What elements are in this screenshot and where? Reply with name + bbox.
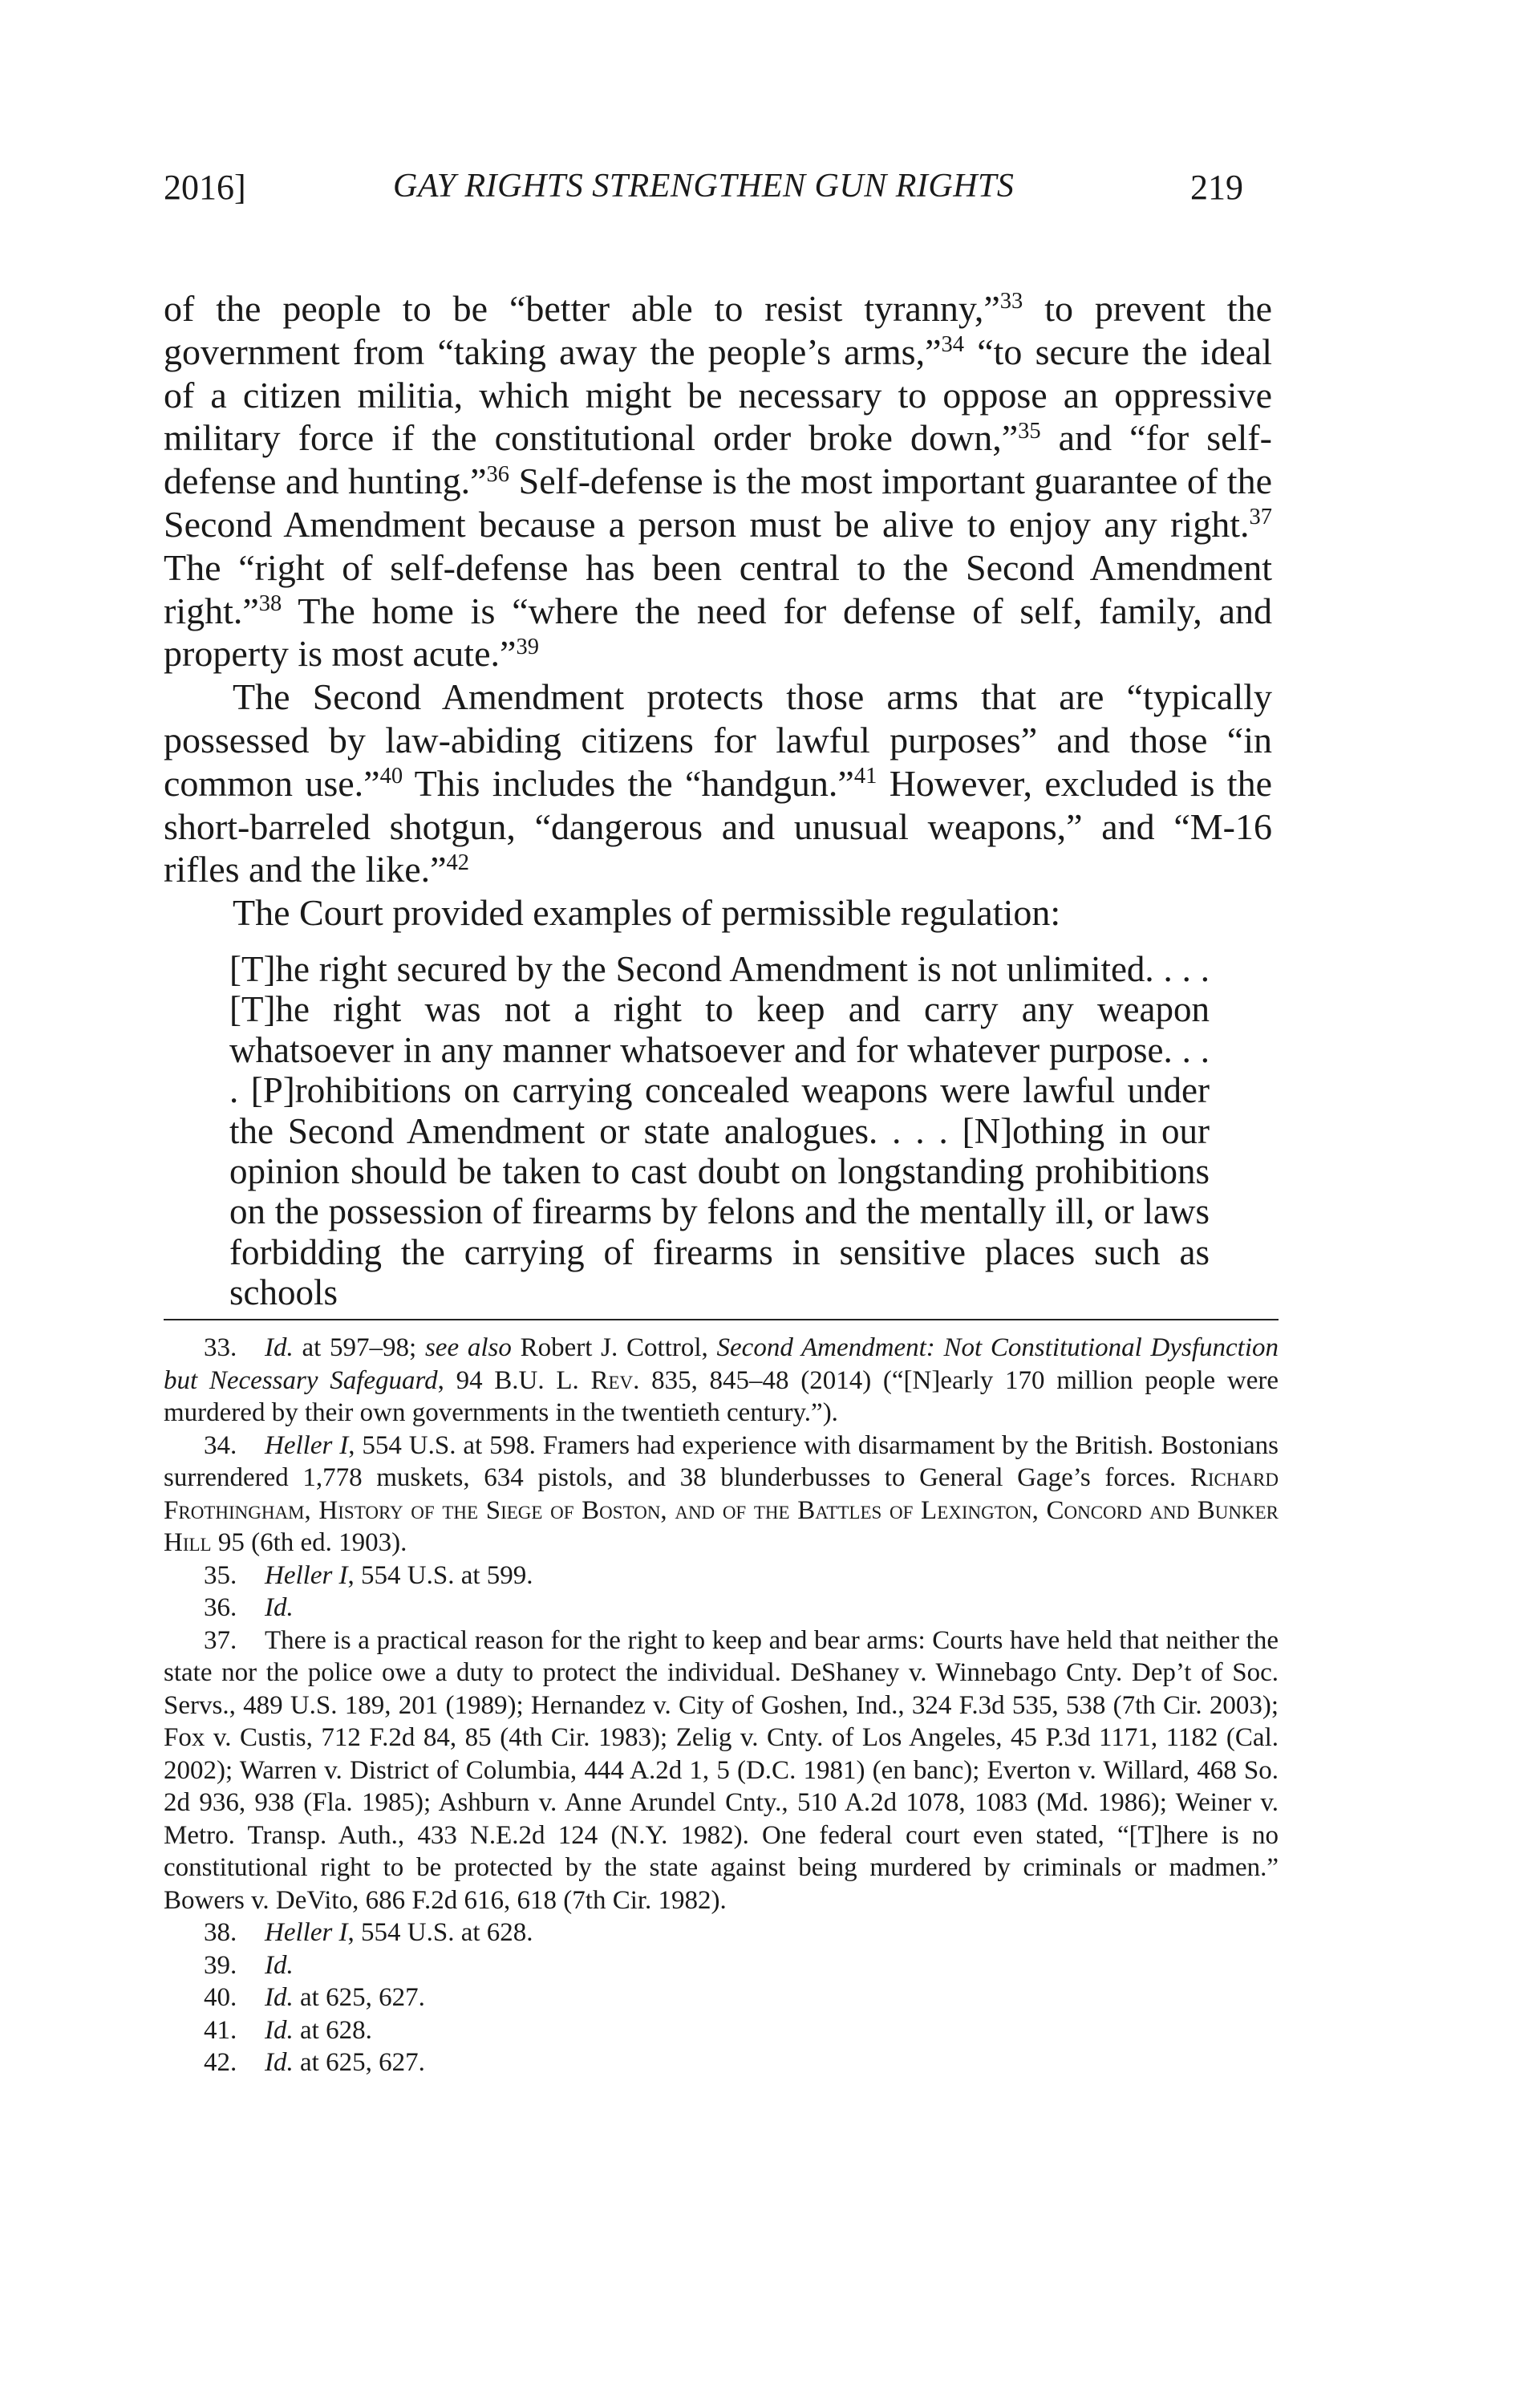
footnote-number: 37.	[204, 1625, 237, 1655]
text-run: 835, 845–48 (2014) (“[N]early 170 million people were murdered by their own governments in the twentieth century.”).	[164, 1365, 1279, 1427]
footnote-ref-34: 34	[941, 332, 965, 358]
text-run: Self-defense is the most important guarantee of the Second Amendment because a person must be alive to enjoy any right.	[164, 460, 1272, 545]
text-run: , 554 U.S. at 628.	[347, 1918, 533, 1947]
text-run: see also	[424, 1333, 512, 1362]
text-run: Rev.	[590, 1365, 640, 1395]
footnote-ref-41: 41	[853, 764, 877, 789]
text-run: The home is “where the need for defense of self, family, and property is most acute.”	[164, 590, 1272, 675]
footnote-37	[164, 1624, 1279, 1917]
footnote-41	[164, 2014, 1279, 2047]
page-number: 219	[1190, 168, 1243, 207]
footnote-number: 38.	[204, 1918, 237, 1947]
text-run: at 625, 627.	[293, 2048, 425, 2077]
running-title: GAY RIGHTS STRENGTHEN GUN RIGHTS	[393, 168, 1015, 205]
text-run: at 628.	[293, 2015, 372, 2045]
footnote-ref-36: 36	[486, 461, 510, 487]
footnote-33	[164, 1332, 1279, 1430]
text-run: , 554 U.S. at 598. Framers had experience with disarmament by the British. Bostonians surrendered 1,778 muskets, 634 pistols, and 38 blunderbusses to General Gage’s forces.	[164, 1430, 1279, 1492]
footnote-number: 39.	[204, 1950, 237, 1980]
footnote-38	[164, 1916, 1279, 1949]
footnote-40	[164, 1981, 1279, 2014]
footnote-divider	[164, 1319, 1279, 1320]
footnote-number: 42.	[204, 2048, 237, 2077]
footnotes	[164, 1332, 1279, 2079]
text-run: Id.	[265, 2015, 294, 2045]
text-run: This includes the “handgun.”	[403, 762, 854, 804]
text-run: The “right of self-defense has been central to the Second Amendment right.”	[164, 546, 1272, 631]
footnote-42	[164, 2046, 1279, 2079]
paragraph-3: The Court provided examples of permissible regulation:	[233, 892, 1061, 934]
footnote-36	[164, 1592, 1279, 1624]
case-name: Heller I	[265, 1560, 348, 1590]
footnote-ref-37: 37	[1249, 505, 1272, 530]
footnote-ref-39: 39	[516, 634, 539, 659]
footnote-39	[164, 1949, 1279, 1982]
text-run: of the people to be “better able to resist tyranny,”	[164, 288, 1000, 329]
footnote-ref-33: 33	[999, 289, 1023, 314]
text-run: at 625, 627.	[293, 1983, 425, 2012]
book-citation: Richard Frothingham, History of the Siege of Boston, and of the Battles of Lexington, Concord and Bunker Hill	[164, 1463, 1279, 1557]
case-name: Heller I	[265, 1430, 349, 1460]
block-quote-text: [T]he right secured by the Second Amendment is not unlimited. . . . [T]he right was not a right to keep and carry any weapon whatsoever in any manner whatsoever and for whatever purpose. . . . [P]rohibitions on carrying concealed weapons were lawful under the Second Amendment or state analogues. . . . [N]othing in our opinion should be taken to cast doubt on longstanding prohibitions on the possession of firearms by felons and the mentally ill, or laws forbidding the carrying of firearms in sensitive places such as schools	[229, 948, 1210, 1313]
footnote-number: 36.	[204, 1593, 237, 1622]
footnote-ref-35: 35	[1018, 418, 1041, 444]
block-quote	[229, 949, 1210, 1313]
footnote-number: 34.	[204, 1430, 237, 1460]
text-run: Id.	[265, 1950, 294, 1980]
text-run: Id.	[265, 1333, 294, 1362]
text-run: The Second Amendment protects those arms that are “typically possessed by law-abiding citizens for lawful purposes” and those “in common use.”	[164, 676, 1272, 804]
text-run: However, excluded is the short-barreled shotgun, “dangerous and unusual weapons,” and “M-16 rifles and the like.”	[164, 762, 1272, 890]
text-run: to prevent the government from “taking away the people’s arms,”	[164, 288, 1272, 372]
running-header	[0, 167, 1540, 215]
footnote-34	[164, 1430, 1279, 1560]
header-year: 2016]	[164, 168, 246, 207]
main-text	[164, 287, 1272, 1313]
text-run: 95 (6th ed. 1903).	[211, 1528, 407, 1557]
footnote-ref-42: 42	[446, 850, 470, 875]
text-run: There is a practical reason for the right to keep and bear arms: Courts have held that neither the state nor the police owe a duty to protect the individual. DeShaney v. Winnebago Cnty. Dep’t of Soc. Servs., 489 U.S. 189, 201 (1989); Hernandez v. City of Goshen, Ind., 324 F.3d 535, 538 (7th Cir. 2003); Fox v. Custis, 712 F.2d 84, 85 (4th Cir. 1983); Zelig v. Cnty. of Los Angeles, 45 P.3d 1171, 1182 (Cal. 2002); Warren v. District of Columbia, 444 A.2d 1, 5 (D.C. 1981) (en banc); Everton v. Willard, 468 So. 2d 936, 938 (Fla. 1985); Ashburn v. Anne Arundel Cnty., 510 A.2d 1078, 1083 (Md. 1986); Weiner v. Metro. Transp. Auth., 433 N.E.2d 124 (N.Y. 1982). One federal court even stated, “[T]here is no constitutional right to be protected by the state against being murdered by criminals or madmen.” Bowers v. DeVito, 686 F.2d 616, 618 (7th Cir. 1982).	[164, 1625, 1279, 1915]
article-title: Second Amendment: Not Constitutional Dysfunction but Necessary Safeguard	[164, 1333, 1279, 1395]
footnote-number: 35.	[204, 1560, 237, 1590]
text-run: “to secure the ideal of a citizen militia, which might be necessary to oppose an oppressive military force if the constitutional order broke down,”	[164, 331, 1273, 459]
text-run: at 597–98;	[293, 1333, 425, 1362]
footnote-ref-38: 38	[258, 590, 282, 616]
footnote-ref-40: 40	[379, 764, 403, 789]
footnote-number: 41.	[204, 2015, 237, 2045]
case-name: Heller I	[265, 1918, 348, 1947]
paragraph-2	[164, 675, 1272, 891]
text-run: Robert J. Cottrol,	[511, 1333, 717, 1362]
text-run: , 554 U.S. at 599.	[347, 1560, 533, 1590]
footnote-number: 33.	[204, 1333, 237, 1362]
text-run: and “for self-defense and hunting.”	[164, 417, 1272, 502]
text-run: Id.	[265, 2048, 294, 2077]
footnote-35	[164, 1560, 1279, 1592]
text-run: Id.	[265, 1593, 294, 1622]
text-run: Id.	[265, 1983, 294, 2012]
text-run: , 94 B.U. L.	[437, 1365, 591, 1395]
footnote-number: 40.	[204, 1983, 237, 2012]
paragraph-1	[164, 287, 1272, 675]
